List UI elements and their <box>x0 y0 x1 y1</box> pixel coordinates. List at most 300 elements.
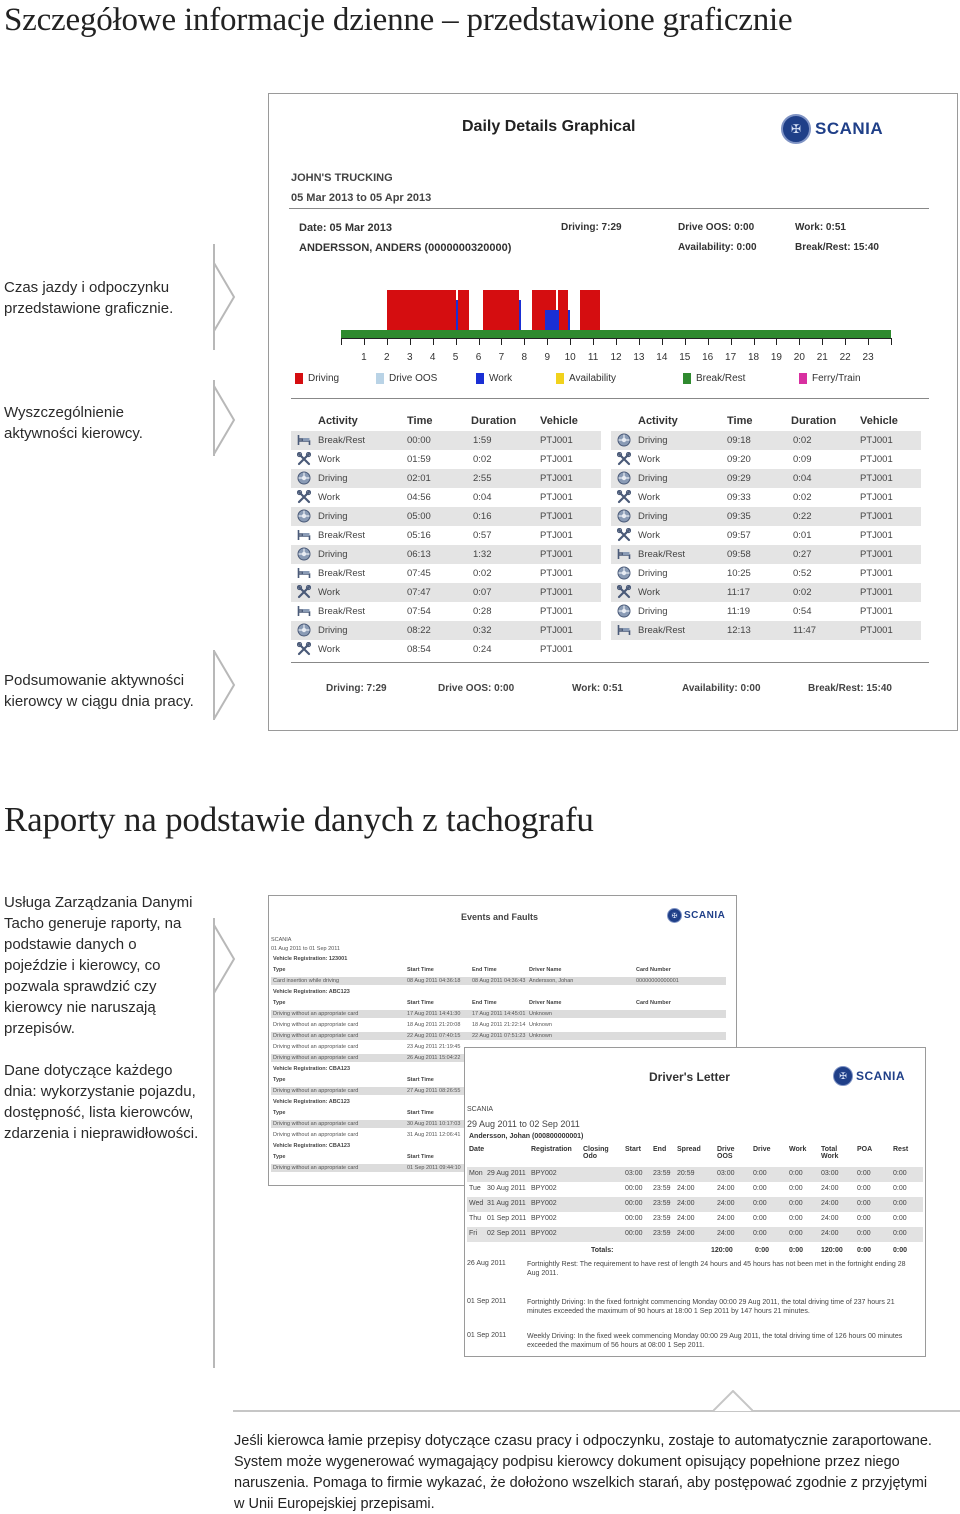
row-activity: Driving <box>318 625 348 636</box>
table-cell: Fri <box>469 1230 478 1237</box>
event-cell: Start Time <box>407 1000 434 1006</box>
hour-label: 20 <box>793 352 805 363</box>
event-cell: Start Time <box>407 1077 434 1083</box>
tools-icon <box>297 642 311 656</box>
row-time: 06:13 <box>407 549 431 560</box>
col-vehicle-right: Vehicle <box>860 415 898 427</box>
reports-description: Usługa Zarządzania Danymi Tacho generuje raporty, na podstawie danych o pojeździe i kierowcy, co pozwala sprawdzić czy kierowcy nie naruszają przepisów. <box>4 894 193 1037</box>
row-time: 09:35 <box>727 511 751 522</box>
event-cell: Driver Name <box>529 967 562 973</box>
column-header: Drive OOS <box>717 1146 735 1160</box>
activity-row <box>291 583 601 602</box>
table-cell: 24:00 <box>717 1230 735 1237</box>
legend-label: Availability <box>569 373 617 384</box>
legend-label: Ferry/Train <box>812 373 861 384</box>
row-vehicle: PTJ001 <box>860 606 893 617</box>
driver-name: ANDERSSON, ANDERS (0000000320000) <box>299 242 512 254</box>
divider <box>291 398 929 399</box>
table-cell: 0:00 <box>753 1230 767 1237</box>
event-cell: Driving without an appropriate card <box>273 1011 359 1017</box>
row-duration: 1:59 <box>473 435 492 446</box>
hour-label: 3 <box>406 352 413 363</box>
event-cell: 23 Aug 2011 21:19:45 <box>407 1044 461 1050</box>
row-duration: 1:32 <box>473 549 492 560</box>
timeline-tick <box>547 338 548 345</box>
column-header: Drive <box>753 1146 771 1153</box>
hour-label: 12 <box>610 352 622 363</box>
row-vehicle: PTJ001 <box>860 625 893 636</box>
activity-row <box>291 507 601 526</box>
table-cell: 03:00 <box>821 1170 839 1177</box>
scania-logo: ✠ SCANIA <box>781 114 883 144</box>
timeline-tick <box>433 338 434 345</box>
timeline-tick <box>410 338 411 345</box>
callout-notch <box>713 1390 753 1412</box>
driving-block <box>580 290 600 330</box>
row-duration: 0:57 <box>473 530 492 541</box>
bed-icon <box>617 623 631 637</box>
date-range: 29 Aug 2011 to 02 Sep 2011 <box>467 1119 580 1129</box>
row-time: 02:01 <box>407 473 431 484</box>
col-activity-right: Activity <box>638 415 678 427</box>
event-cell: 08 Aug 2011 04:36:43 <box>472 978 526 984</box>
col-time-left: Time <box>407 415 433 427</box>
table-cell: 30 Aug 2011 <box>487 1185 526 1192</box>
row-time: 08:54 <box>407 644 431 655</box>
table-cell: 23:59 <box>653 1230 671 1237</box>
event-cell: Driving without an appropriate card <box>273 1132 359 1138</box>
tools-icon <box>297 452 311 466</box>
note-activity-summary: Podsumowanie aktywności kierowcy w ciągu dnia pracy. <box>4 672 194 710</box>
row-vehicle: PTJ001 <box>860 473 893 484</box>
table-cell: 24:00 <box>677 1185 695 1192</box>
table-cell: 0:00 <box>753 1170 767 1177</box>
row-activity: Driving <box>318 473 348 484</box>
table-cell: 20:59 <box>677 1170 695 1177</box>
col-duration-right: Duration <box>791 415 837 427</box>
row-activity: Break/Rest <box>638 625 685 636</box>
row-activity: Driving <box>638 606 668 617</box>
event-cell: 22 Aug 2011 07:51:23 <box>472 1033 526 1039</box>
row-vehicle: PTJ001 <box>540 606 573 617</box>
chevron-pointer-2 <box>213 385 237 455</box>
row-duration: 0:54 <box>793 606 812 617</box>
table-cell: 0:00 <box>789 1230 803 1237</box>
table-cell: 0:00 <box>857 1185 871 1192</box>
note-date: 01 Sep 2011 <box>467 1298 507 1305</box>
timeline-tick <box>708 338 709 345</box>
work-block <box>519 300 521 330</box>
event-cell: Card Number <box>636 967 671 973</box>
legend-item <box>376 373 437 384</box>
tools-icon <box>297 490 311 504</box>
scania-logo: ✠ SCANIA <box>833 1066 905 1086</box>
event-cell: 01 Sep 2011 09:44:10 <box>407 1165 461 1171</box>
row-time: 05:16 <box>407 530 431 541</box>
totals-label: Totals: <box>591 1247 614 1254</box>
table-cell: 00:00 <box>625 1185 643 1192</box>
bed-icon <box>297 604 311 618</box>
hour-label: 10 <box>564 352 576 363</box>
bed-icon <box>297 566 311 580</box>
break-rest-band <box>341 330 891 338</box>
daily-details-report <box>268 93 958 731</box>
table-cell: BPY002 <box>531 1200 557 1207</box>
row-duration: 0:02 <box>793 492 812 503</box>
table-cell: 24:00 <box>677 1200 695 1207</box>
table-cell: 24:00 <box>821 1200 839 1207</box>
legend-swatch <box>683 373 691 384</box>
table-cell: 03:00 <box>717 1170 735 1177</box>
hour-label: 18 <box>747 352 760 363</box>
row-vehicle: PTJ001 <box>860 492 893 503</box>
event-cell: 18 Aug 2011 21:20:08 <box>407 1022 461 1028</box>
steering-wheel-icon <box>297 509 311 523</box>
table-cell: 24:00 <box>821 1230 839 1237</box>
report-title: Driver's Letter <box>649 1070 730 1084</box>
row-vehicle: PTJ001 <box>860 568 893 579</box>
company-name: JOHN'S TRUCKING <box>291 172 393 184</box>
timeline-tick <box>731 338 732 345</box>
table-cell: 24:00 <box>821 1185 839 1192</box>
table-cell: 0:00 <box>857 1200 871 1207</box>
event-cell: Start Time <box>407 967 434 973</box>
divider <box>291 662 929 663</box>
table-cell: 0:00 <box>893 1200 907 1207</box>
row-time: 09:20 <box>727 454 751 465</box>
hour-label: 9 <box>544 352 551 363</box>
activity-row <box>611 602 921 621</box>
column-header: End <box>653 1146 667 1153</box>
activity-row <box>291 469 601 488</box>
row-activity: Break/Rest <box>638 549 685 560</box>
steering-wheel-icon <box>297 547 311 561</box>
row-time: 09:58 <box>727 549 751 560</box>
steering-wheel-icon <box>617 471 631 485</box>
activity-row <box>611 507 921 526</box>
work-block <box>545 310 559 330</box>
activity-row <box>291 526 601 545</box>
event-cell: Type <box>273 1154 286 1160</box>
row-vehicle: PTJ001 <box>860 454 893 465</box>
row-duration: 0:22 <box>793 511 812 522</box>
table-cell: 00:00 <box>625 1215 643 1222</box>
event-cell: End Time <box>472 1000 497 1006</box>
timeline-tick <box>776 338 777 345</box>
activity-row <box>611 621 921 640</box>
col-time-right: Time <box>727 415 753 427</box>
event-cell: 27 Aug 2011 08:26:55 <box>407 1088 461 1094</box>
table-cell: 03:00 <box>625 1170 643 1177</box>
table-cell: 0:00 <box>893 1185 907 1192</box>
hour-label: 23 <box>862 352 874 363</box>
driving-block <box>458 290 469 330</box>
table-cell: 0:00 <box>753 1200 767 1207</box>
row-time: 11:19 <box>727 606 751 617</box>
event-cell: End Time <box>472 967 497 973</box>
steering-wheel-icon <box>297 471 311 485</box>
event-cell: Unknown <box>529 1033 552 1039</box>
row-activity: Break/Rest <box>318 568 365 579</box>
org-name: SCANIA <box>467 1106 494 1113</box>
stat-work: Work: 0:51 <box>795 222 846 233</box>
row-time: 09:57 <box>727 530 751 541</box>
timeline-tick <box>456 338 457 345</box>
legend-item <box>295 373 339 384</box>
table-cell: Thu <box>469 1215 482 1222</box>
column-header: Registration <box>531 1146 572 1153</box>
row-vehicle: PTJ001 <box>860 435 893 446</box>
drivers-letter-report <box>464 1047 926 1357</box>
row-activity: Break/Rest <box>318 606 365 617</box>
bed-icon <box>297 528 311 542</box>
table-cell: 24:00 <box>821 1215 839 1222</box>
row-time: 07:45 <box>407 568 431 579</box>
row-vehicle: PTJ001 <box>540 644 573 655</box>
org-name: SCANIA <box>271 937 292 943</box>
driving-block <box>483 290 519 330</box>
table-cell: 0:00 <box>893 1215 907 1222</box>
activity-row <box>291 488 601 507</box>
scania-logo: ✠ SCANIA <box>667 908 725 923</box>
legend-swatch <box>376 373 384 384</box>
row-vehicle: PTJ001 <box>540 454 573 465</box>
steering-wheel-icon <box>617 566 631 580</box>
event-cell: Driving without an appropriate card <box>273 1033 359 1039</box>
activity-row <box>291 431 601 450</box>
table-cell: 0:00 <box>789 1185 803 1192</box>
legend-item <box>476 373 512 384</box>
table-cell: 0:00 <box>893 1230 907 1237</box>
steering-wheel-icon <box>617 604 631 618</box>
row-time: 04:56 <box>407 492 431 503</box>
note-text: Fortnightly Rest: The requirement to have rest of length 24 hours and 45 hours has not been met in the fortnight ending 28 Aug 2011. <box>527 1261 906 1277</box>
timeline-tick <box>387 338 388 345</box>
steering-wheel-icon <box>617 433 631 447</box>
row-time: 09:33 <box>727 492 751 503</box>
stat-drive-oos: Drive OOS: 0:00 <box>678 222 755 233</box>
bed-icon <box>297 433 311 447</box>
event-cell: Card Number <box>636 1000 671 1006</box>
callout-top-rule <box>233 1410 960 1412</box>
legend-swatch <box>476 373 484 384</box>
totals-cell: 0:00 <box>755 1247 770 1254</box>
activity-row <box>611 526 921 545</box>
table-cell: 0:00 <box>893 1170 907 1177</box>
note-text: Weekly Driving: In the fixed week commencing Monday 00:00 29 Aug 2011, the total driving time of 126 hours 00 minutes exceeded the maximum of 56 hours at 08:00 1 Sep 2011. <box>527 1333 903 1349</box>
table-cell: 0:00 <box>857 1170 871 1177</box>
event-cell: Start Time <box>407 1154 434 1160</box>
timeline-tick <box>891 338 892 345</box>
row-activity: Break/Rest <box>318 435 365 446</box>
report-title: Events and Faults <box>461 912 539 922</box>
event-cell: Driving without an appropriate card <box>273 1088 359 1094</box>
timeline-tick <box>524 338 525 345</box>
activity-row <box>291 621 601 640</box>
event-cell: 30 Aug 2011 10:17:03 <box>407 1121 461 1127</box>
timeline-tick <box>593 338 594 345</box>
row-time: 01:59 <box>407 454 431 465</box>
row-time: 09:18 <box>727 435 751 446</box>
row-vehicle: PTJ001 <box>860 530 893 541</box>
row-vehicle: PTJ001 <box>860 511 893 522</box>
row-time: 09:29 <box>727 473 751 484</box>
event-cell: Type <box>273 1077 286 1083</box>
event-cell: 31 Aug 2011 12:06:41 <box>407 1132 461 1138</box>
timeline-tick <box>479 338 480 345</box>
row-duration: 0:27 <box>793 549 812 560</box>
legend-swatch <box>799 373 807 384</box>
hour-label: 21 <box>816 352 828 363</box>
event-cell: 26 Aug 2011 15:04:22 <box>407 1055 461 1061</box>
event-cell: Type <box>273 967 286 973</box>
timeline-tick <box>662 338 663 345</box>
report-title: Daily Details Graphical <box>462 118 636 135</box>
column-header: POA <box>857 1146 873 1153</box>
row-vehicle: PTJ001 <box>540 549 573 560</box>
row-activity: Work <box>638 587 660 598</box>
hour-label: 15 <box>679 352 691 363</box>
griffin-icon: ✠ <box>833 1066 853 1086</box>
table-cell: 24:00 <box>717 1200 735 1207</box>
row-vehicle: PTJ001 <box>540 625 573 636</box>
row-time: 07:47 <box>407 587 431 598</box>
hour-label: 17 <box>725 352 737 363</box>
date-range: 01 Aug 2011 to 01 Sep 2011 <box>271 946 340 952</box>
row-duration: 0:28 <box>473 606 492 617</box>
table-cell: 0:00 <box>753 1215 767 1222</box>
activity-row <box>291 602 601 621</box>
event-cell: 22 Aug 2011 07:40:15 <box>407 1033 461 1039</box>
chevron-pointer-3 <box>213 650 237 720</box>
row-vehicle: PTJ001 <box>540 511 573 522</box>
event-cell: 17 Aug 2011 14:45:01 <box>472 1011 526 1017</box>
row-duration: 0:16 <box>473 511 492 522</box>
activity-row <box>291 640 601 659</box>
work-block <box>568 310 570 330</box>
table-cell: 23:59 <box>653 1200 671 1207</box>
timeline-tick <box>868 338 869 345</box>
row-vehicle: PTJ001 <box>540 492 573 503</box>
activity-row <box>611 488 921 507</box>
hour-label: 1 <box>361 352 367 363</box>
timeline-tick <box>822 338 823 345</box>
event-cell: Driving without an appropriate card <box>273 1121 359 1127</box>
row-time: 08:22 <box>407 625 431 636</box>
row-activity: Driving <box>638 511 668 522</box>
tools-icon <box>617 452 631 466</box>
legend-item <box>683 373 745 384</box>
row-vehicle: PTJ001 <box>540 473 573 484</box>
tools-icon <box>617 585 631 599</box>
row-duration: 0:02 <box>473 568 492 579</box>
table-cell: 24:00 <box>677 1230 695 1237</box>
griffin-icon: ✠ <box>667 908 682 923</box>
note-date: 01 Sep 2011 <box>467 1332 507 1339</box>
callout-text: Jeśli kierowca łamie przepisy dotyczące czasu pracy i odpoczynku, zostaje to automatycznie zaraportowane. System może wygenerować wymagający podpisu kierowcy dokument opisujący popełnione przez niego naruszenia. Pomaga to firmie wykazać, że dołożono wszelkich starań, aby postępować zgodnie z przyjętymi w Unii Europejskiej przepisami. <box>234 1433 932 1512</box>
driving-block <box>387 290 456 330</box>
timeline-tick <box>685 338 686 345</box>
divider <box>289 208 929 209</box>
legend-swatch <box>295 373 303 384</box>
date-range: 05 Mar 2013 to 05 Apr 2013 <box>291 192 432 204</box>
event-cell: Start Time <box>407 1110 434 1116</box>
tools-icon <box>617 490 631 504</box>
steering-wheel-icon <box>297 623 311 637</box>
table-cell: 0:00 <box>789 1215 803 1222</box>
row-activity: Work <box>638 492 660 503</box>
event-cell: Driver Name <box>529 1000 562 1006</box>
table-cell: 24:00 <box>677 1215 695 1222</box>
table-cell: Wed <box>469 1200 484 1207</box>
row-duration: 0:24 <box>473 644 492 655</box>
table-cell: BPY002 <box>531 1230 557 1237</box>
col-duration-left: Duration <box>471 415 517 427</box>
event-cell: Vehicle Registration: 123001 <box>273 956 348 962</box>
summary-drive-oos: Drive OOS: 0:00 <box>438 683 515 694</box>
column-header: Rest <box>893 1146 909 1153</box>
note-date: 26 Aug 2011 <box>467 1260 506 1267</box>
row-time: 00:00 <box>407 435 431 446</box>
table-cell: 00:00 <box>625 1200 643 1207</box>
timeline-tick <box>570 338 571 345</box>
activity-row <box>291 564 601 583</box>
timeline-tick <box>341 338 342 345</box>
column-header: Spread <box>677 1146 701 1153</box>
event-cell: Driving without an appropriate card <box>273 1022 359 1028</box>
row-vehicle: PTJ001 <box>540 435 573 446</box>
bed-icon <box>617 547 631 561</box>
activity-timeline <box>341 284 891 344</box>
stat-availability: Availability: 0:00 <box>678 242 757 253</box>
table-cell: 02 Sep 2011 <box>487 1230 527 1237</box>
table-cell: 0:00 <box>753 1185 767 1192</box>
legend-item <box>799 373 861 384</box>
table-cell: 29 Aug 2011 <box>487 1170 526 1177</box>
summary-driving: Driving: 7:29 <box>326 683 387 694</box>
table-cell: 0:00 <box>789 1200 803 1207</box>
row-activity: Driving <box>318 549 348 560</box>
row-duration: 0:52 <box>793 568 812 579</box>
stat-break-rest: Break/Rest: 15:40 <box>795 242 879 253</box>
row-time: 11:17 <box>727 587 751 598</box>
row-activity: Work <box>318 454 340 465</box>
row-duration: 0:32 <box>473 625 492 636</box>
note-activity-details: Wyszczególnienie aktywności kierowcy. <box>4 404 143 442</box>
hour-label: 11 <box>587 352 599 363</box>
activity-row <box>291 545 601 564</box>
activity-row <box>611 564 921 583</box>
event-cell: Type <box>273 1000 286 1006</box>
row-time: 12:13 <box>727 625 751 636</box>
driver-name: Andersson, Johan (000800000001) <box>469 1133 584 1140</box>
table-cell: Tue <box>469 1185 481 1192</box>
row-activity: Break/Rest <box>318 530 365 541</box>
note-text: Fortnightly Driving: In the fixed fortnight commencing Monday 00:00 29 Aug 2011, the total driving time of 237 hours 21 minutes exceeded the maximum of 90 hours at 18:00 1 Sep 2011 by 147 hours 21 minutes. <box>527 1299 895 1315</box>
timeline-tick <box>364 338 365 345</box>
chevron-pointer-4 <box>213 924 237 994</box>
row-vehicle: PTJ001 <box>860 587 893 598</box>
legend-label: Work <box>489 373 513 384</box>
row-vehicle: PTJ001 <box>540 587 573 598</box>
row-time: 10:25 <box>727 568 751 579</box>
row-activity: Work <box>318 644 340 655</box>
row-vehicle: PTJ001 <box>540 530 573 541</box>
activity-row <box>611 431 921 450</box>
hour-label: 14 <box>656 352 668 363</box>
event-cell: Vehicle Registration: CBA123 <box>273 1143 351 1149</box>
event-cell: 00000000000001 <box>636 978 679 984</box>
